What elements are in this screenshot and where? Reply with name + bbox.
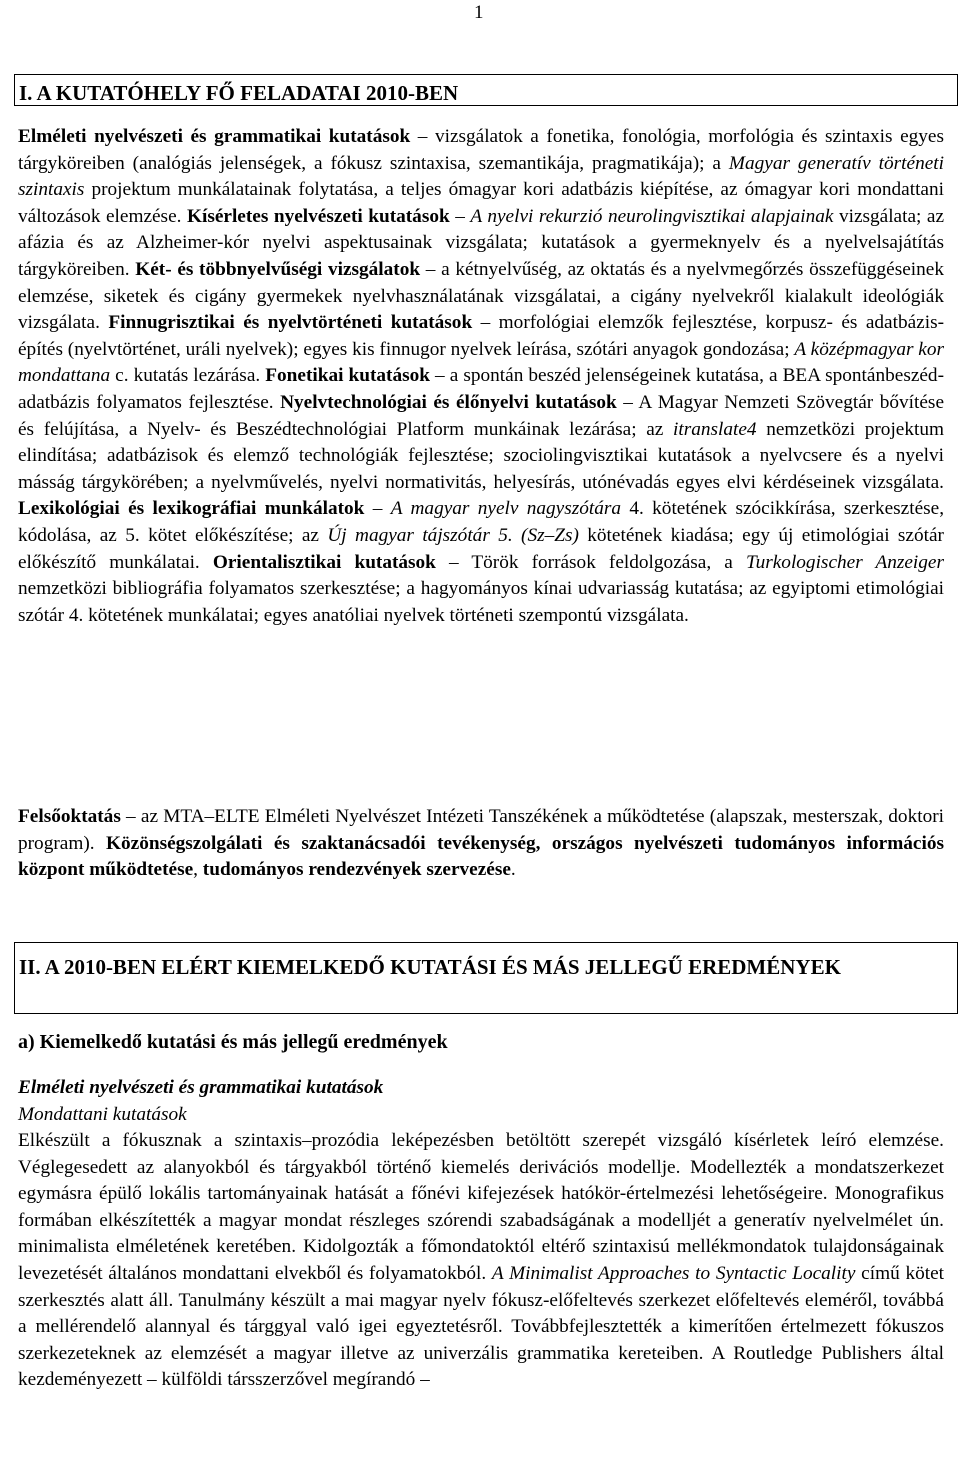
- page-number: 1: [474, 2, 484, 23]
- bold-run: Elméleti nyelvészeti és grammatikai kutatások: [18, 126, 411, 147]
- bold-run: Közönségszolgálati és szaktanácsadói tevékenység, országos nyelvészeti tudományos információs központ működtetése: [18, 832, 944, 881]
- text-run: – Török források feldolgozása, a: [435, 551, 746, 573]
- bold-run: Két- és többnyelvűségi vizsgálatok: [135, 258, 421, 280]
- text-run: projektum munkálatainak folytatása, a teljes ómagyar kori adatbázis kiépítése, az ómagyar kori mondattani változások elemzése.: [18, 179, 944, 227]
- italic-run: Magyar generatív történeti szintaxis: [18, 152, 944, 201]
- text-run: ,: [193, 859, 203, 881]
- text-run: – a kétnyelvűség, az oktatás és a nyelvmegőrzés összefüggéseinek elemzése, siketek és cigány gyermekek nyelvhasználatának vizsgálatai, a cigány nyelvekről kialakult ideológiák vizsgálata.: [18, 258, 944, 334]
- text-run: nemzetközi bibliográfia folyamatos szerkesztése; a hagyományos kínai udvariasság kutatása; az egyiptomi etimológiai szótár 4. kötetének munkálatai; egyes anatóliai nyelvek történeti szempontú vizsgálata.: [18, 578, 944, 626]
- section-heading-1: I. A KUTATÓHELY FŐ FELADATAI 2010-BEN: [14, 74, 958, 106]
- text-run: – A Magyar Nemzeti Szövegtár bővítése és felújítása, a Nyelv- és Beszédtechnológiai Platform munkáinak lezárása; az: [18, 391, 944, 440]
- italic-run: Turkologischer Anzeiger: [745, 551, 944, 573]
- text-run: 4. kötetének szócikkírása, szerkesztése, kódolása, az 5. kötet előkészítése; az: [18, 498, 945, 546]
- paragraph-syntax-research: [18, 1128, 944, 1394]
- bold-run: Lexikológiai és lexikográfiai munkálatok: [18, 498, 365, 520]
- section-heading-2: II. A 2010-BEN ELÉRT KIEMELKEDŐ KUTATÁSI ÉS MÁS JELLEGŰ EREDMÉNYEK: [14, 942, 958, 1014]
- italic-run: A magyar nyelv nagyszótára: [390, 498, 622, 520]
- section-title-theoretical: Elméleti nyelvészeti és grammatikai kutatások: [18, 1077, 384, 1098]
- bold-run: Felsőoktatás: [18, 806, 121, 827]
- paragraph-higher-education: [18, 804, 944, 884]
- italic-run: Új magyar tájszótár 5. (Sz–Zs): [327, 524, 579, 546]
- text-run: kötetének kiadása; egy új etimológiai szótár előkészítő munkálatai.: [18, 524, 944, 573]
- subheading-a: a) Kiemelkedő kutatási és más jellegű eredmények: [18, 1031, 448, 1053]
- text-run: –: [449, 205, 471, 227]
- text-run: –: [364, 498, 391, 520]
- text-run: – morfológiai elemzők fejlesztése, korpusz- és adatbázis-építés (nyelvtörténet, uráli nyelvek); egyes kis finnugor nyelvek leírása, szótári anyagok gondozása;: [18, 312, 944, 360]
- text-run: Elkészült a fókusznak a szintaxis–prozódia leképezésben betöltött szerepét vizsgáló kísérletek leíró elemzése. Véglegesedett az alanyokból és tárgyakból történő kiemelés derivációs modellje. Modellezték a mondatszerkezet egymásra épülő lokális tartományainak hatását a főnévi kifejezések hatókör-értelmezési lehetőségeire. Monografikus formában elkészítették a magyar mondat részleges szórendi szabadságának a modelljét a generatív nyelvelmélet ún. minimalista elméletének keretében. Kidolgozták a főmondatoktól eltérő szintaxisú mellékmondatok tulajdonságainak levezetését általános mondattani elvekből és folyamatokból.: [18, 1130, 944, 1284]
- italic-run: A nyelvi rekurzió neurolingvisztikai alapjainak: [470, 205, 834, 227]
- paragraph-main-tasks: [18, 124, 944, 629]
- bold-run: Finnugrisztikai és nyelvtörténeti kutatások: [108, 312, 473, 334]
- bold-run: Nyelvtechnológiai és élőnyelvi kutatások: [280, 391, 617, 413]
- text-run: – vizsgálatok a fonetika, fonológia, morfológia és szintaxis egyes tárgyköreiben (analógiás jelenségek, a fókusz szintaxisa, szemantikája, pragmatikája); a: [18, 126, 944, 174]
- italic-run: itranslate4: [673, 418, 757, 440]
- bold-run: Fonetikai kutatások: [265, 365, 430, 387]
- text-run: – az MTA–ELTE Elméleti Nyelvészet Intézeti Tanszékének a működtetése (alapszak, mesterszak, doktori program).: [18, 806, 944, 854]
- bold-run: Orientalisztikai kutatások: [212, 551, 436, 573]
- text-run: című kötet szerkesztés alatt áll. Tanulmány készült a mai magyar nyelv fókusz-előfeltevés szerkezet előfeltevés eleméről, továbbá a mellérendelő alannyal és tárggyal való igei egyeztetésről. Továbbfejlesztették a kimerítően értelmezett fókuszos szerkezeteknek az elemzését a magyar illetve az univerzális grammatika kereteiben. A Routledge Publishers által kezdeményezett – külföldi társszerzővel megírandó –: [18, 1262, 944, 1391]
- bold-run: tudományos rendezvények szervezése: [202, 859, 511, 881]
- section-title-syntax: Mondattani kutatások: [18, 1104, 187, 1125]
- text-run: .: [510, 859, 516, 881]
- italic-run: A középmagyar kor mondattana: [18, 338, 944, 387]
- text-run: – a spontán beszéd jelenségeinek kutatása, a BEA spontánbeszéd-adatbázis folyamatos fejlesztése.: [18, 365, 944, 413]
- text-run: vizsgálata; az afázia és az Alzheimer-kór nyelvi aspektusainak vizsgálata; kutatások a gyermeknyelv és a nyelvelsajátítás tárgyköreiben.: [18, 205, 945, 280]
- bold-run: Kísérletes nyelvészeti kutatások: [186, 205, 450, 227]
- text-run: nemzetközi projektum elindítása; adatbázisok és elemző technológiák fejlesztése; szociolingvisztikai kutatások a nyelvcsere és a nyelvi másság tárgykörében; a nyelvművelés, nyelvi normativitás, helyesírás, utónévadás egyes elvi kérdéseinek vizsgálata.: [18, 418, 945, 493]
- text-run: c. kutatás lezárása.: [110, 365, 266, 387]
- italic-run: A Minimalist Approaches to Syntactic Locality: [491, 1262, 856, 1284]
